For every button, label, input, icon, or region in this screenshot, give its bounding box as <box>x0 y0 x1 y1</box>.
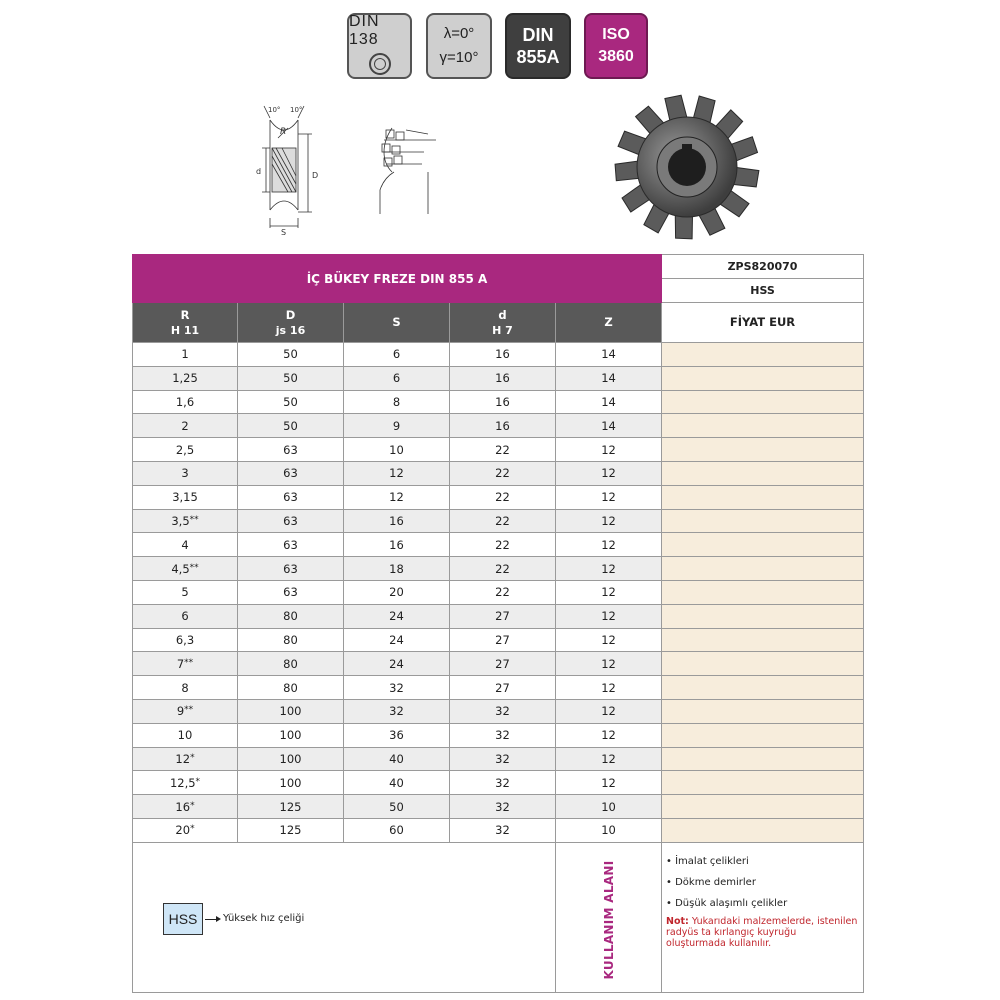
cell-z: 12 <box>556 485 662 509</box>
cell-r: 2,5 <box>133 438 238 462</box>
price-cell <box>662 676 864 700</box>
cell-d-outer: 63 <box>238 533 344 557</box>
cell-s: 9 <box>344 414 450 438</box>
cell-d-bore: 16 <box>450 414 556 438</box>
radius-label: R <box>280 127 287 137</box>
cell-d-bore: 16 <box>450 343 556 367</box>
price-cell <box>662 533 864 557</box>
table-row <box>133 628 864 652</box>
cell-d-bore: 32 <box>450 747 556 771</box>
table-row <box>133 676 864 700</box>
cell-d-bore: 32 <box>450 818 556 842</box>
angle-right-label: 10° <box>290 106 303 114</box>
cell-d-bore: 27 <box>450 604 556 628</box>
table-title: İÇ BÜKEY FREZE DIN 855 A <box>133 255 662 303</box>
cell-r: 7** <box>133 652 238 676</box>
cell-s: 40 <box>344 771 450 795</box>
price-cell <box>662 485 864 509</box>
price-cell <box>662 438 864 462</box>
table-row <box>133 652 864 676</box>
table-row <box>133 438 864 462</box>
material-header: HSS <box>662 279 864 303</box>
usage-list <box>662 843 863 914</box>
iso-badge <box>584 13 648 79</box>
price-cell <box>662 699 864 723</box>
table-row <box>133 461 864 485</box>
cell-s: 16 <box>344 533 450 557</box>
cell-d-bore: 16 <box>450 390 556 414</box>
usage-note <box>662 914 863 949</box>
cell-d-bore: 22 <box>450 438 556 462</box>
cell-s: 18 <box>344 557 450 581</box>
table-row <box>133 343 864 367</box>
cell-r: 6,3 <box>133 628 238 652</box>
cell-r: 12* <box>133 747 238 771</box>
cell-r: 3,15 <box>133 485 238 509</box>
cell-z: 12 <box>556 676 662 700</box>
usage-title-cell <box>556 842 662 992</box>
din855a-line1: DIN <box>522 25 554 45</box>
cell-s: 60 <box>344 818 450 842</box>
angle-left-label: 10° <box>268 106 281 114</box>
cell-s: 32 <box>344 676 450 700</box>
col-header-d-outer: D js 16 <box>238 303 344 343</box>
cutter-side-drawing <box>370 120 440 220</box>
price-cell <box>662 628 864 652</box>
product-table <box>132 254 864 993</box>
cell-d-bore: 22 <box>450 557 556 581</box>
cell-z: 12 <box>556 652 662 676</box>
cell-s: 12 <box>344 461 450 485</box>
footnote-mark: * <box>190 800 195 811</box>
din138-badge <box>347 13 412 79</box>
cell-d-outer: 80 <box>238 628 344 652</box>
cell-s: 8 <box>344 390 450 414</box>
cutter-section-drawing <box>240 100 330 235</box>
cell-s: 6 <box>344 366 450 390</box>
price-cell <box>662 461 864 485</box>
angle-badge <box>426 13 492 79</box>
cell-d-bore: 27 <box>450 676 556 700</box>
cell-d-bore: 22 <box>450 533 556 557</box>
footnote-mark: ** <box>184 705 194 716</box>
cell-z: 12 <box>556 771 662 795</box>
table-row <box>133 604 864 628</box>
cell-d-outer: 100 <box>238 747 344 771</box>
price-cell <box>662 795 864 819</box>
cell-d-outer: 125 <box>238 818 344 842</box>
cell-d-bore: 27 <box>450 652 556 676</box>
cell-d-outer: 100 <box>238 723 344 747</box>
diameter-label: D <box>312 171 319 180</box>
cell-z: 12 <box>556 461 662 485</box>
cell-d-outer: 125 <box>238 795 344 819</box>
cell-d-outer: 63 <box>238 557 344 581</box>
table-row <box>133 414 864 438</box>
cell-r: 5 <box>133 580 238 604</box>
gamma-angle: γ=10° <box>439 49 479 66</box>
cell-d-outer: 63 <box>238 461 344 485</box>
footnote-mark: * <box>190 824 195 835</box>
cell-s: 10 <box>344 438 450 462</box>
cell-d-outer: 50 <box>238 390 344 414</box>
usage-item: • İmalat çelikleri <box>666 851 859 872</box>
note-text: Yukarıdaki malzemelerde, istenilen radyüs ta kırlangıç kuyruğu oluşturmada kullanılır. <box>666 915 858 949</box>
cell-d-outer: 100 <box>238 771 344 795</box>
cell-z: 12 <box>556 438 662 462</box>
cell-z: 10 <box>556 795 662 819</box>
cell-d-bore: 22 <box>450 485 556 509</box>
cell-d-outer: 50 <box>238 366 344 390</box>
table-row <box>133 699 864 723</box>
cell-d-bore: 32 <box>450 699 556 723</box>
cell-s: 16 <box>344 509 450 533</box>
product-code: ZPS820070 <box>662 255 864 279</box>
cell-z: 12 <box>556 723 662 747</box>
cell-r: 10 <box>133 723 238 747</box>
cell-z: 12 <box>556 699 662 723</box>
cell-r: 1 <box>133 343 238 367</box>
din855a-badge <box>505 13 571 79</box>
cell-d-bore: 22 <box>450 509 556 533</box>
arrow-right-icon <box>205 919 217 921</box>
col-header-d-bore: d H 7 <box>450 303 556 343</box>
price-cell <box>662 652 864 676</box>
col-header-r: R H 11 <box>133 303 238 343</box>
cell-z: 12 <box>556 580 662 604</box>
price-cell <box>662 390 864 414</box>
cell-r: 3,5** <box>133 509 238 533</box>
cell-z: 12 <box>556 628 662 652</box>
cell-s: 24 <box>344 604 450 628</box>
price-cell <box>662 818 864 842</box>
price-cell <box>662 509 864 533</box>
price-cell <box>662 580 864 604</box>
usage-title: KULLANIM ALANI <box>602 860 616 980</box>
footnote-mark: * <box>190 752 195 763</box>
iso-line2: 3860 <box>598 48 634 65</box>
price-cell <box>662 771 864 795</box>
table-row <box>133 795 864 819</box>
table-row <box>133 771 864 795</box>
price-cell <box>662 747 864 771</box>
cell-r: 3 <box>133 461 238 485</box>
cell-z: 12 <box>556 604 662 628</box>
cell-s: 36 <box>344 723 450 747</box>
col-header-z: Z <box>556 303 662 343</box>
width-label: S <box>281 228 287 235</box>
price-cell <box>662 557 864 581</box>
cell-d-outer: 63 <box>238 438 344 462</box>
table-row <box>133 366 864 390</box>
cell-d-bore: 32 <box>450 771 556 795</box>
cell-z: 12 <box>556 557 662 581</box>
price-header: FİYAT EUR <box>662 303 864 343</box>
cell-d-bore: 32 <box>450 723 556 747</box>
price-cell <box>662 343 864 367</box>
note-label: Not: <box>666 915 689 927</box>
cell-d-outer: 100 <box>238 699 344 723</box>
cell-s: 50 <box>344 795 450 819</box>
cell-d-bore: 22 <box>450 461 556 485</box>
cell-d-outer: 80 <box>238 676 344 700</box>
cell-z: 14 <box>556 366 662 390</box>
cell-z: 12 <box>556 509 662 533</box>
price-cell <box>662 723 864 747</box>
keyway-icon <box>369 53 391 75</box>
price-cell <box>662 604 864 628</box>
table-row <box>133 533 864 557</box>
footnote-mark: * <box>195 776 201 787</box>
cell-r: 20* <box>133 818 238 842</box>
cell-s: 32 <box>344 699 450 723</box>
cell-s: 20 <box>344 580 450 604</box>
cell-d-outer: 80 <box>238 652 344 676</box>
din855a-line2: 855A <box>516 47 560 67</box>
cell-r: 6 <box>133 604 238 628</box>
price-cell <box>662 414 864 438</box>
table-row <box>133 390 864 414</box>
hss-legend-text: Yüksek hız çeliği <box>223 912 305 924</box>
table-row <box>133 509 864 533</box>
cell-r: 12,5* <box>133 771 238 795</box>
cell-d-bore: 32 <box>450 795 556 819</box>
table-row <box>133 580 864 604</box>
cell-z: 12 <box>556 533 662 557</box>
cell-s: 40 <box>344 747 450 771</box>
usage-item: • Dökme demirler <box>666 872 859 893</box>
lambda-angle: λ=0° <box>443 25 475 42</box>
cell-d-bore: 27 <box>450 628 556 652</box>
footnote-mark: ** <box>184 657 194 668</box>
din138-label: DIN 138 <box>349 13 380 48</box>
table-row <box>133 818 864 842</box>
cell-r: 2 <box>133 414 238 438</box>
col-header-s: S <box>344 303 450 343</box>
cell-s: 12 <box>344 485 450 509</box>
cell-d-bore: 22 <box>450 580 556 604</box>
cell-s: 24 <box>344 652 450 676</box>
hss-legend-box: HSS <box>163 903 203 935</box>
cell-d-outer: 63 <box>238 580 344 604</box>
cell-d-bore: 16 <box>450 366 556 390</box>
cell-r: 1,6 <box>133 390 238 414</box>
cell-z: 12 <box>556 747 662 771</box>
footnote-mark: ** <box>189 514 199 525</box>
iso-line1: ISO <box>602 26 630 43</box>
table-row <box>133 747 864 771</box>
table-row <box>133 557 864 581</box>
cell-z: 14 <box>556 343 662 367</box>
price-cell <box>662 366 864 390</box>
cell-z: 14 <box>556 414 662 438</box>
cell-r: 8 <box>133 676 238 700</box>
legend-cell <box>133 842 556 992</box>
cell-r: 4 <box>133 533 238 557</box>
cell-s: 6 <box>344 343 450 367</box>
cell-d-outer: 63 <box>238 509 344 533</box>
cell-r: 4,5** <box>133 557 238 581</box>
cell-d-outer: 50 <box>238 414 344 438</box>
cell-z: 10 <box>556 818 662 842</box>
cell-r: 9** <box>133 699 238 723</box>
usage-cell <box>662 842 864 992</box>
bore-label: d <box>256 167 262 176</box>
table-row <box>133 485 864 509</box>
cell-r: 1,25 <box>133 366 238 390</box>
cell-s: 24 <box>344 628 450 652</box>
cell-r: 16* <box>133 795 238 819</box>
cell-d-outer: 50 <box>238 343 344 367</box>
cell-d-outer: 63 <box>238 485 344 509</box>
cutter-photo <box>612 92 762 242</box>
cell-z: 14 <box>556 390 662 414</box>
usage-item: • Düşük alaşımlı çelikler <box>666 893 859 914</box>
cell-d-outer: 80 <box>238 604 344 628</box>
footnote-mark: ** <box>189 562 199 573</box>
table-row <box>133 723 864 747</box>
